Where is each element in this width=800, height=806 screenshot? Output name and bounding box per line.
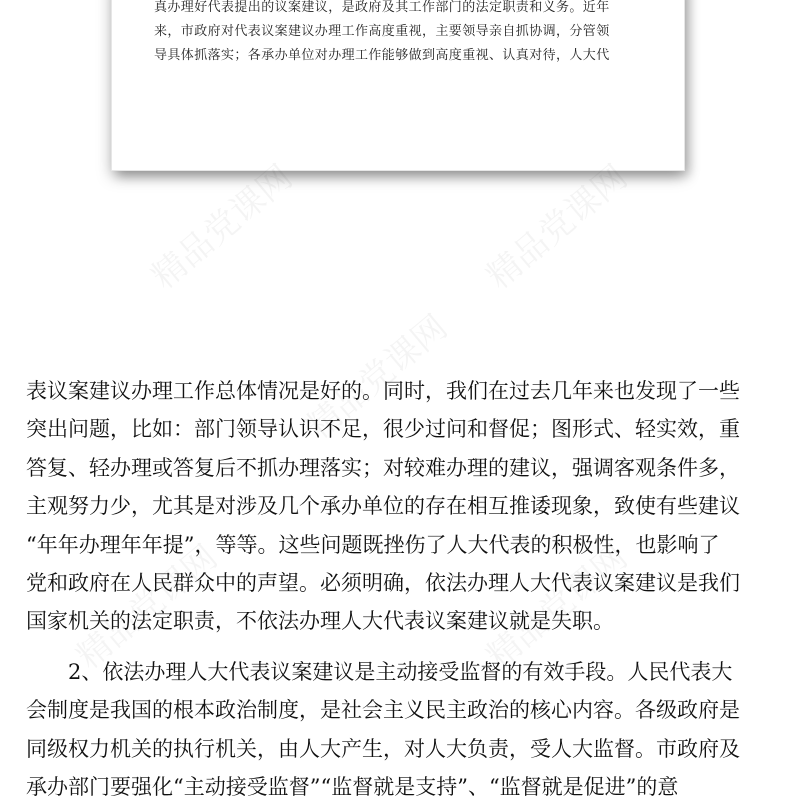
card-text-line: 导具体抓落实；各承办单位对办理工作能够做到高度重视、认真对待，人大代 (154, 48, 610, 63)
watermark (474, 151, 636, 298)
paragraph-2-line: 会制度是我国的根本政治制度，是社会主义民主政治的核心内容。各级政府是 (26, 698, 740, 723)
paragraph-1-line: 答复、轻办理或答复后不抓办理落实；对较难办理的建议，强调客观条件多， (26, 455, 740, 480)
paragraph-2-line: 2、依法办理人大代表议案建议是主动接受监督的有效手段。人民代表大 (68, 659, 733, 684)
card-text-line: 真办理好代表提出的议案建议，是政府及其工作部门的法定职责和义务。近年 (154, 0, 610, 15)
body-text (26, 372, 746, 806)
paragraph-1-line: 主观努力少，尤其是对涉及几个承办单位的存在相互推诿现象，致使有些建议 (26, 494, 740, 519)
paragraph-1-line: 党和政府在人民群众中的声望。必须明确，依法办理人大代表议案建议是我们 (26, 570, 740, 595)
card-text-line: 来，市政府对代表议案建议办理工作高度重视，主要领导亲自抓协调，分管领 (154, 24, 610, 39)
document-page-card (112, 0, 684, 170)
paragraph-1-line: 国家机关的法定职责，不依法办理人大代表议案建议就是失职。 (26, 609, 614, 634)
card-text-block (154, 0, 654, 68)
paragraph-1-line: “年年办理年年提”，等等。这些问题既挫伤了人大代表的积极性，也影响了 (26, 532, 720, 557)
watermark (139, 151, 301, 298)
paragraph-gap (26, 641, 746, 653)
paragraph-1-line: 突出问题，比如：部门领导认识不足，很少过问和督促；图形式、轻实效，重 (26, 417, 740, 442)
paragraph-2-line: 同级权力机关的执行机关，由人大产生，对人大负责，受人大监督。市政府及 (26, 736, 740, 761)
paragraph-2-line: 承办部门要强化“主动接受监督”“监督就是支持”、“监督就是促进”的意 (26, 774, 679, 799)
paragraph-1-line: 表议案建议办理工作总体情况是好的。同时，我们在过去几年来也发现了一些 (26, 379, 740, 403)
